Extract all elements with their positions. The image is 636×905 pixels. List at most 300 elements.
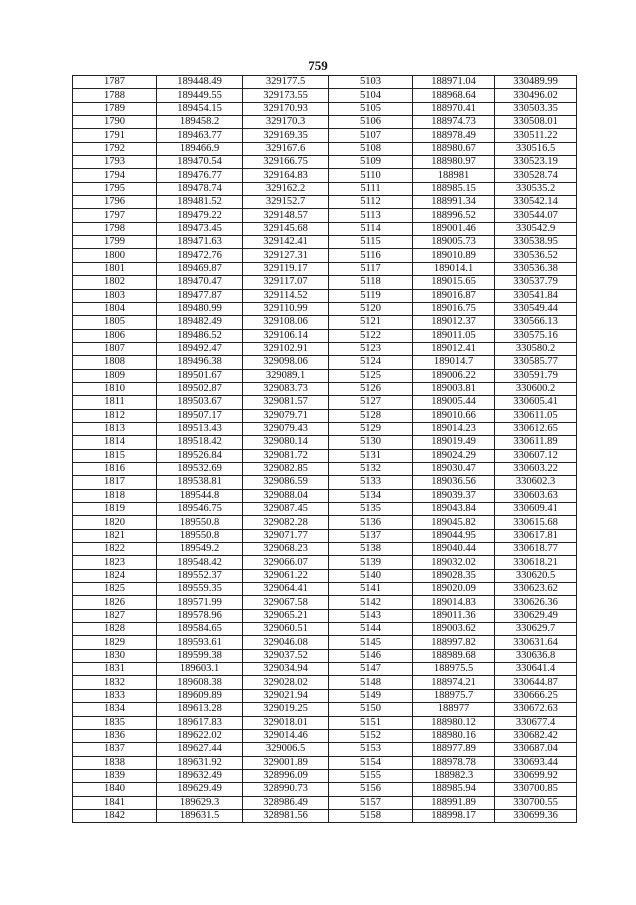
- x-coordinate-left: 189608.38: [157, 676, 243, 689]
- point-id-left: 1823: [73, 556, 157, 569]
- x-coordinate-left: 189503.67: [157, 396, 243, 409]
- y-coordinate-left: 329162.2: [243, 182, 329, 195]
- x-coordinate-right: 188977: [413, 703, 495, 716]
- y-coordinate-right: 330620.5: [495, 569, 577, 582]
- table-row: [73, 769, 577, 782]
- y-coordinate-right: 330585.77: [495, 356, 577, 369]
- table-row: [73, 462, 577, 475]
- point-id-right: 5121: [329, 316, 413, 329]
- point-id-right: 5103: [329, 76, 413, 89]
- point-id-right: 5150: [329, 703, 413, 716]
- x-coordinate-right: 189011.36: [413, 609, 495, 622]
- x-coordinate-right: 189014.7: [413, 356, 495, 369]
- x-coordinate-left: 189458.2: [157, 116, 243, 129]
- y-coordinate-left: 329098.06: [243, 356, 329, 369]
- y-coordinate-right: 330682.42: [495, 729, 577, 742]
- y-coordinate-right: 330603.22: [495, 462, 577, 475]
- point-id-right: 5116: [329, 249, 413, 262]
- point-id-left: 1791: [73, 129, 157, 142]
- y-coordinate-left: 328990.73: [243, 783, 329, 796]
- table-row: [73, 222, 577, 235]
- table-row: [73, 716, 577, 729]
- y-coordinate-right: 330693.44: [495, 756, 577, 769]
- x-coordinate-left: 189448.49: [157, 76, 243, 89]
- x-coordinate-right: 189045.82: [413, 516, 495, 529]
- y-coordinate-right: 330672.63: [495, 703, 577, 716]
- x-coordinate-left: 189593.61: [157, 636, 243, 649]
- x-coordinate-right: 188977.89: [413, 743, 495, 756]
- table-row: [73, 543, 577, 556]
- point-id-right: 5128: [329, 409, 413, 422]
- table-row: [73, 476, 577, 489]
- point-id-left: 1820: [73, 516, 157, 529]
- y-coordinate-right: 330609.41: [495, 503, 577, 516]
- point-id-right: 5106: [329, 116, 413, 129]
- x-coordinate-right: 188998.17: [413, 809, 495, 822]
- point-id-right: 5148: [329, 676, 413, 689]
- y-coordinate-right: 330612.65: [495, 422, 577, 435]
- x-coordinate-left: 189477.87: [157, 289, 243, 302]
- point-id-right: 5131: [329, 449, 413, 462]
- point-id-left: 1792: [73, 142, 157, 155]
- x-coordinate-left: 189482.49: [157, 316, 243, 329]
- y-coordinate-left: 329080.14: [243, 436, 329, 449]
- point-id-right: 5111: [329, 182, 413, 195]
- table-row: [73, 809, 577, 822]
- point-id-right: 5151: [329, 716, 413, 729]
- point-id-right: 5139: [329, 556, 413, 569]
- y-coordinate-right: 330503.35: [495, 102, 577, 115]
- point-id-left: 1834: [73, 703, 157, 716]
- point-id-left: 1821: [73, 529, 157, 542]
- point-id-left: 1840: [73, 783, 157, 796]
- x-coordinate-left: 189548.42: [157, 556, 243, 569]
- y-coordinate-right: 330496.02: [495, 89, 577, 102]
- x-coordinate-left: 189526.84: [157, 449, 243, 462]
- point-id-left: 1805: [73, 316, 157, 329]
- x-coordinate-left: 189479.22: [157, 209, 243, 222]
- point-id-right: 5124: [329, 356, 413, 369]
- y-coordinate-right: 330618.77: [495, 543, 577, 556]
- y-coordinate-right: 330700.85: [495, 783, 577, 796]
- x-coordinate-right: 188985.94: [413, 783, 495, 796]
- point-id-right: 5112: [329, 196, 413, 209]
- point-id-right: 5142: [329, 596, 413, 609]
- x-coordinate-left: 189476.77: [157, 169, 243, 182]
- x-coordinate-right: 189020.09: [413, 583, 495, 596]
- y-coordinate-right: 330489.99: [495, 76, 577, 89]
- point-id-right: 5127: [329, 396, 413, 409]
- point-id-right: 5138: [329, 543, 413, 556]
- y-coordinate-left: 329082.28: [243, 516, 329, 529]
- y-coordinate-left: 329006.5: [243, 743, 329, 756]
- x-coordinate-left: 189502.87: [157, 382, 243, 395]
- point-id-left: 1829: [73, 636, 157, 649]
- y-coordinate-right: 330536.38: [495, 262, 577, 275]
- point-id-right: 5115: [329, 236, 413, 249]
- y-coordinate-left: 329114.52: [243, 289, 329, 302]
- table-row: [73, 116, 577, 129]
- x-coordinate-right: 188975.5: [413, 663, 495, 676]
- table-row: [73, 756, 577, 769]
- point-id-left: 1839: [73, 769, 157, 782]
- point-id-left: 1816: [73, 462, 157, 475]
- table-row: [73, 583, 577, 596]
- y-coordinate-right: 330603.63: [495, 489, 577, 502]
- point-id-right: 5158: [329, 809, 413, 822]
- point-id-left: 1789: [73, 102, 157, 115]
- x-coordinate-left: 189496.38: [157, 356, 243, 369]
- point-id-left: 1808: [73, 356, 157, 369]
- point-id-right: 5113: [329, 209, 413, 222]
- x-coordinate-left: 189507.17: [157, 409, 243, 422]
- y-coordinate-left: 329166.75: [243, 156, 329, 169]
- y-coordinate-left: 329117.07: [243, 276, 329, 289]
- point-id-left: 1841: [73, 796, 157, 809]
- point-id-right: 5137: [329, 529, 413, 542]
- x-coordinate-left: 189571.99: [157, 596, 243, 609]
- x-coordinate-left: 189550.8: [157, 516, 243, 529]
- y-coordinate-left: 329079.71: [243, 409, 329, 422]
- table-row: [73, 663, 577, 676]
- y-coordinate-right: 330523.19: [495, 156, 577, 169]
- x-coordinate-right: 189001.46: [413, 222, 495, 235]
- x-coordinate-left: 189471.63: [157, 236, 243, 249]
- point-id-left: 1842: [73, 809, 157, 822]
- y-coordinate-left: 329064.41: [243, 583, 329, 596]
- y-coordinate-left: 329145.68: [243, 222, 329, 235]
- y-coordinate-left: 329081.72: [243, 449, 329, 462]
- table-row: [73, 422, 577, 435]
- point-id-left: 1832: [73, 676, 157, 689]
- y-coordinate-left: 329066.07: [243, 556, 329, 569]
- y-coordinate-left: 329119.17: [243, 262, 329, 275]
- y-coordinate-right: 330591.79: [495, 369, 577, 382]
- table-row: [73, 676, 577, 689]
- y-coordinate-right: 330623.62: [495, 583, 577, 596]
- y-coordinate-right: 330508.01: [495, 116, 577, 129]
- point-id-left: 1836: [73, 729, 157, 742]
- table-row: [73, 276, 577, 289]
- coordinates-table: [72, 75, 577, 823]
- point-id-right: 5110: [329, 169, 413, 182]
- y-coordinate-right: 330611.05: [495, 409, 577, 422]
- x-coordinate-left: 189552.37: [157, 569, 243, 582]
- point-id-left: 1819: [73, 503, 157, 516]
- y-coordinate-right: 330528.74: [495, 169, 577, 182]
- y-coordinate-right: 330541.84: [495, 289, 577, 302]
- y-coordinate-left: 329065.21: [243, 609, 329, 622]
- point-id-right: 5119: [329, 289, 413, 302]
- x-coordinate-left: 189532.69: [157, 462, 243, 475]
- point-id-left: 1797: [73, 209, 157, 222]
- page-number: 759: [308, 58, 328, 73]
- x-coordinate-left: 189449.55: [157, 89, 243, 102]
- table-row: [73, 382, 577, 395]
- point-id-left: 1801: [73, 262, 157, 275]
- y-coordinate-right: 330605.41: [495, 396, 577, 409]
- point-id-left: 1837: [73, 743, 157, 756]
- point-id-right: 5108: [329, 142, 413, 155]
- y-coordinate-right: 330600.2: [495, 382, 577, 395]
- y-coordinate-left: 329082.85: [243, 462, 329, 475]
- table-row: [73, 516, 577, 529]
- y-coordinate-left: 328981.56: [243, 809, 329, 822]
- point-id-right: 5117: [329, 262, 413, 275]
- x-coordinate-left: 189480.99: [157, 302, 243, 315]
- point-id-left: 1811: [73, 396, 157, 409]
- point-id-left: 1802: [73, 276, 157, 289]
- point-id-right: 5130: [329, 436, 413, 449]
- point-id-left: 1794: [73, 169, 157, 182]
- x-coordinate-left: 189609.89: [157, 689, 243, 702]
- x-coordinate-left: 189549.2: [157, 543, 243, 556]
- x-coordinate-left: 189486.52: [157, 329, 243, 342]
- x-coordinate-right: 188985.15: [413, 182, 495, 195]
- y-coordinate-right: 330575.16: [495, 329, 577, 342]
- x-coordinate-right: 188991.34: [413, 196, 495, 209]
- x-coordinate-right: 189024.29: [413, 449, 495, 462]
- x-coordinate-right: 189010.89: [413, 249, 495, 262]
- y-coordinate-right: 330677.4: [495, 716, 577, 729]
- y-coordinate-right: 330566.13: [495, 316, 577, 329]
- y-coordinate-right: 330699.92: [495, 769, 577, 782]
- point-id-right: 5156: [329, 783, 413, 796]
- y-coordinate-right: 330687.04: [495, 743, 577, 756]
- point-id-left: 1809: [73, 369, 157, 382]
- table-row: [73, 436, 577, 449]
- x-coordinate-left: 189454.15: [157, 102, 243, 115]
- point-id-right: 5132: [329, 462, 413, 475]
- table-row: [73, 743, 577, 756]
- y-coordinate-left: 329108.06: [243, 316, 329, 329]
- table-row: [73, 89, 577, 102]
- y-coordinate-right: 330636.8: [495, 649, 577, 662]
- x-coordinate-right: 189016.75: [413, 302, 495, 315]
- y-coordinate-right: 330618.21: [495, 556, 577, 569]
- y-coordinate-right: 330631.64: [495, 636, 577, 649]
- x-coordinate-left: 189550.8: [157, 529, 243, 542]
- x-coordinate-right: 189030.47: [413, 462, 495, 475]
- x-coordinate-right: 188978.78: [413, 756, 495, 769]
- coordinates-table-body: [73, 76, 577, 823]
- y-coordinate-right: 330611.89: [495, 436, 577, 449]
- y-coordinate-left: 329086.59: [243, 476, 329, 489]
- x-coordinate-left: 189622.02: [157, 729, 243, 742]
- table-row: [73, 596, 577, 609]
- x-coordinate-left: 189470.47: [157, 276, 243, 289]
- table-row: [73, 196, 577, 209]
- table-row: [73, 623, 577, 636]
- table-row: [73, 209, 577, 222]
- point-id-left: 1798: [73, 222, 157, 235]
- point-id-left: 1826: [73, 596, 157, 609]
- point-id-left: 1818: [73, 489, 157, 502]
- table-row: [73, 76, 577, 89]
- x-coordinate-left: 189629.49: [157, 783, 243, 796]
- point-id-right: 5147: [329, 663, 413, 676]
- point-id-left: 1795: [73, 182, 157, 195]
- table-row: [73, 689, 577, 702]
- y-coordinate-left: 329079.43: [243, 422, 329, 435]
- point-id-left: 1838: [73, 756, 157, 769]
- x-coordinate-right: 189011.05: [413, 329, 495, 342]
- x-coordinate-right: 189016.87: [413, 289, 495, 302]
- y-coordinate-left: 329089.1: [243, 369, 329, 382]
- table-row: [73, 129, 577, 142]
- table-row: [73, 182, 577, 195]
- point-id-left: 1810: [73, 382, 157, 395]
- point-id-left: 1790: [73, 116, 157, 129]
- point-id-left: 1827: [73, 609, 157, 622]
- x-coordinate-right: 188997.82: [413, 636, 495, 649]
- table-row: [73, 396, 577, 409]
- table-row: [73, 529, 577, 542]
- x-coordinate-right: 188980.67: [413, 142, 495, 155]
- y-coordinate-left: 329110.99: [243, 302, 329, 315]
- point-id-left: 1807: [73, 342, 157, 355]
- point-id-left: 1814: [73, 436, 157, 449]
- y-coordinate-left: 329028.02: [243, 676, 329, 689]
- y-coordinate-left: 329083.73: [243, 382, 329, 395]
- point-id-right: 5153: [329, 743, 413, 756]
- point-id-left: 1800: [73, 249, 157, 262]
- y-coordinate-right: 330644.87: [495, 676, 577, 689]
- point-id-right: 5125: [329, 369, 413, 382]
- x-coordinate-left: 189584.65: [157, 623, 243, 636]
- table-row: [73, 329, 577, 342]
- x-coordinate-left: 189470.54: [157, 156, 243, 169]
- point-id-right: 5135: [329, 503, 413, 516]
- x-coordinate-right: 189005.73: [413, 236, 495, 249]
- x-coordinate-right: 188991.89: [413, 796, 495, 809]
- point-id-left: 1835: [73, 716, 157, 729]
- point-id-right: 5122: [329, 329, 413, 342]
- x-coordinate-right: 189040.44: [413, 543, 495, 556]
- y-coordinate-left: 329046.08: [243, 636, 329, 649]
- x-coordinate-right: 188982.3: [413, 769, 495, 782]
- x-coordinate-right: 189006.22: [413, 369, 495, 382]
- table-row: [73, 649, 577, 662]
- x-coordinate-right: 189028.35: [413, 569, 495, 582]
- table-row: [73, 302, 577, 315]
- x-coordinate-right: 188996.52: [413, 209, 495, 222]
- y-coordinate-left: 329060.51: [243, 623, 329, 636]
- x-coordinate-right: 189012.37: [413, 316, 495, 329]
- x-coordinate-left: 189617.83: [157, 716, 243, 729]
- y-coordinate-left: 329106.14: [243, 329, 329, 342]
- table-row: [73, 289, 577, 302]
- x-coordinate-left: 189501.67: [157, 369, 243, 382]
- x-coordinate-right: 188981: [413, 169, 495, 182]
- x-coordinate-left: 189559.35: [157, 583, 243, 596]
- point-id-right: 5155: [329, 769, 413, 782]
- x-coordinate-right: 189012.41: [413, 342, 495, 355]
- y-coordinate-right: 330699.36: [495, 809, 577, 822]
- x-coordinate-left: 189538.81: [157, 476, 243, 489]
- y-coordinate-left: 329034.94: [243, 663, 329, 676]
- y-coordinate-right: 330607.12: [495, 449, 577, 462]
- x-coordinate-right: 188980.16: [413, 729, 495, 742]
- point-id-right: 5109: [329, 156, 413, 169]
- x-coordinate-right: 189005.44: [413, 396, 495, 409]
- point-id-right: 5157: [329, 796, 413, 809]
- x-coordinate-left: 189599.38: [157, 649, 243, 662]
- x-coordinate-right: 188974.73: [413, 116, 495, 129]
- table-row: [73, 703, 577, 716]
- table-row: [73, 569, 577, 582]
- point-id-left: 1803: [73, 289, 157, 302]
- y-coordinate-right: 330535.2: [495, 182, 577, 195]
- table-row: [73, 796, 577, 809]
- y-coordinate-left: 329037.52: [243, 649, 329, 662]
- point-id-left: 1812: [73, 409, 157, 422]
- y-coordinate-right: 330549.44: [495, 302, 577, 315]
- point-id-right: 5149: [329, 689, 413, 702]
- y-coordinate-right: 330580.2: [495, 342, 577, 355]
- x-coordinate-right: 188970.41: [413, 102, 495, 115]
- point-id-right: 5104: [329, 89, 413, 102]
- point-id-left: 1817: [73, 476, 157, 489]
- y-coordinate-right: 330511.22: [495, 129, 577, 142]
- y-coordinate-right: 330537.79: [495, 276, 577, 289]
- y-coordinate-left: 329142.41: [243, 236, 329, 249]
- table-row: [73, 142, 577, 155]
- y-coordinate-left: 329061.22: [243, 569, 329, 582]
- point-id-right: 5143: [329, 609, 413, 622]
- point-id-right: 5105: [329, 102, 413, 115]
- x-coordinate-right: 189010.66: [413, 409, 495, 422]
- point-id-right: 5141: [329, 583, 413, 596]
- y-coordinate-right: 330617.81: [495, 529, 577, 542]
- table-row: [73, 102, 577, 115]
- y-coordinate-left: 329127.31: [243, 249, 329, 262]
- point-id-right: 5129: [329, 422, 413, 435]
- y-coordinate-left: 329087.45: [243, 503, 329, 516]
- y-coordinate-right: 330666.25: [495, 689, 577, 702]
- point-id-left: 1833: [73, 689, 157, 702]
- y-coordinate-right: 330615.68: [495, 516, 577, 529]
- point-id-left: 1788: [73, 89, 157, 102]
- point-id-right: 5136: [329, 516, 413, 529]
- x-coordinate-right: 189039.37: [413, 489, 495, 502]
- table-row: [73, 489, 577, 502]
- point-id-left: 1830: [73, 649, 157, 662]
- point-id-left: 1824: [73, 569, 157, 582]
- y-coordinate-left: 328986.49: [243, 796, 329, 809]
- x-coordinate-left: 189513.43: [157, 422, 243, 435]
- x-coordinate-right: 189044.95: [413, 529, 495, 542]
- x-coordinate-left: 189473.45: [157, 222, 243, 235]
- y-coordinate-left: 329018.01: [243, 716, 329, 729]
- table-row: [73, 503, 577, 516]
- x-coordinate-right: 188971.04: [413, 76, 495, 89]
- y-coordinate-left: 329068.23: [243, 543, 329, 556]
- y-coordinate-left: 329173.55: [243, 89, 329, 102]
- y-coordinate-right: 330641.4: [495, 663, 577, 676]
- y-coordinate-right: 330542.9: [495, 222, 577, 235]
- table-row: [73, 356, 577, 369]
- y-coordinate-left: 329167.6: [243, 142, 329, 155]
- table-row: [73, 609, 577, 622]
- table-row: [73, 636, 577, 649]
- point-id-left: 1799: [73, 236, 157, 249]
- x-coordinate-right: 188980.12: [413, 716, 495, 729]
- x-coordinate-right: 189014.1: [413, 262, 495, 275]
- x-coordinate-right: 188980.97: [413, 156, 495, 169]
- y-coordinate-left: 329001.89: [243, 756, 329, 769]
- x-coordinate-left: 189546.75: [157, 503, 243, 516]
